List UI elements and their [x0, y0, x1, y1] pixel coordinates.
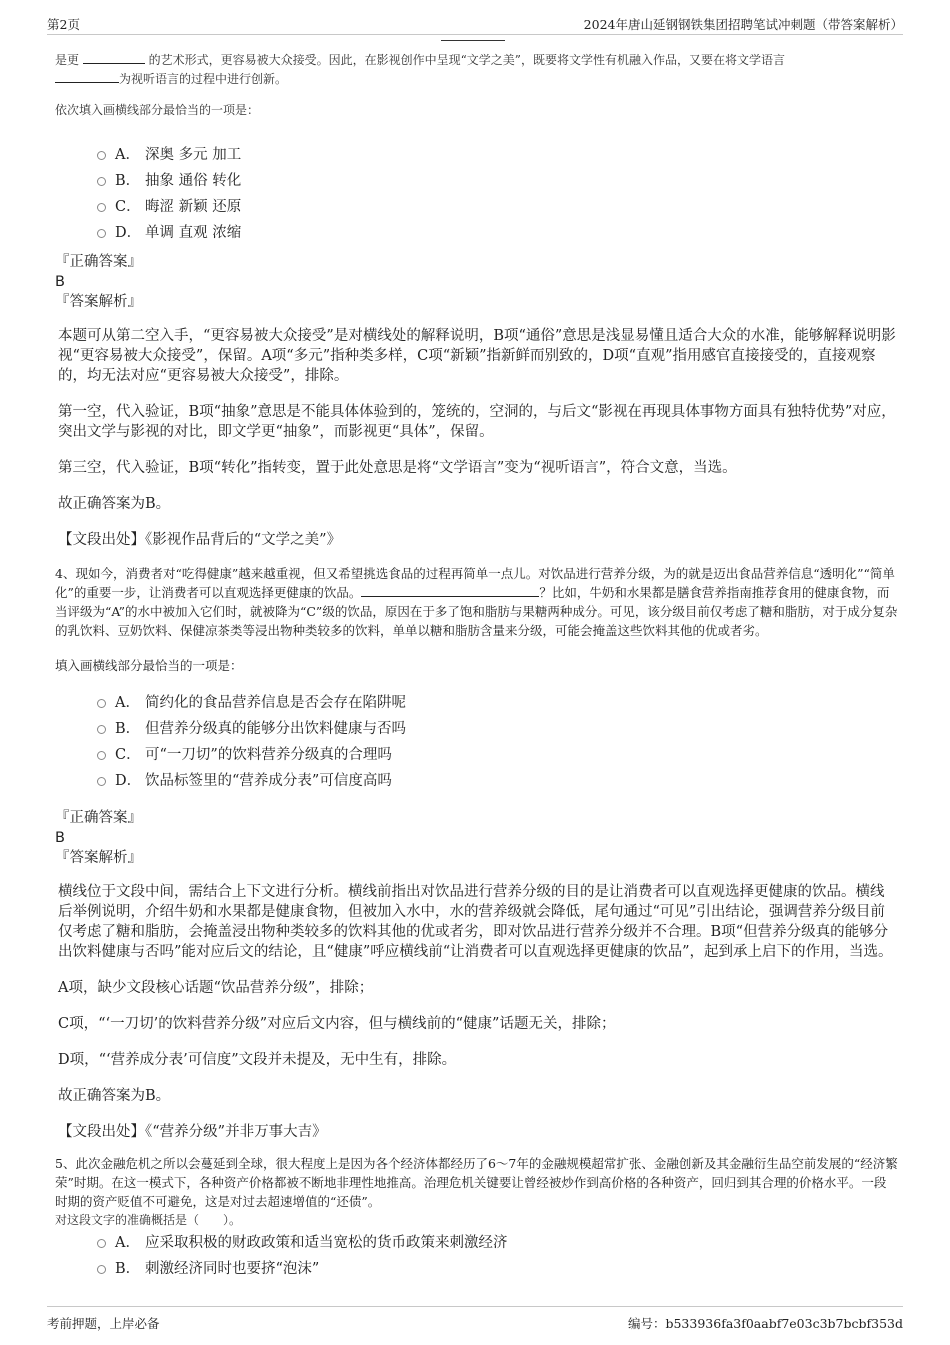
q5-prompt: 对这段文字的准确概括是（ ）。	[55, 1213, 242, 1227]
analysis-paragraph: 第三空，代入验证，B项“转化”指转变，置于此处意思是将“文学语言”变为“视听语言”，符合文意，当选。	[58, 460, 737, 476]
main-content	[55, 51, 898, 1282]
page-number: 第2页	[47, 17, 80, 32]
analysis-paragraph: A项，缺少文段核心话题“饮品营养分级”，排除；	[58, 980, 374, 996]
q3-option-c[interactable]	[97, 194, 898, 220]
document-title: 2024年唐山延钢钢铁集团招聘笔试冲刺题（带答案解析）	[583, 17, 903, 32]
q4-prompt: 填入画横线部分最恰当的一项是：	[55, 658, 243, 673]
option-text: 抽象 通俗 转化	[145, 173, 242, 189]
radio-icon[interactable]	[97, 151, 106, 160]
q4-analysis	[55, 882, 898, 1106]
radio-icon[interactable]	[97, 1265, 106, 1274]
option-letter: A．	[115, 147, 140, 163]
q4-analysis-label: 『答案解析』	[55, 850, 142, 866]
q3-source: 【文段出处】《影视作品背后的“文学之美”》	[58, 532, 342, 548]
option-text: 可“一刀切”的饮料营养分级真的合理吗	[145, 747, 392, 763]
analysis-paragraph: 本题可从第二空入手，“更容易被大众接受”是对横线处的解释说明，B项“通俗”意思是浅显易懂且适合大众的水准，能够解释说明影视“更容易被大众接受”，保留。A项“多元”指种类多样，C项“新颖”指新鲜而别致的，D项“直观”指用感官直接接受的，直接观察的，均无法对应“更容易被大众接受”，排除。	[58, 328, 896, 384]
q4-option-d[interactable]	[97, 768, 898, 794]
divider	[441, 40, 505, 41]
q3-text-a: 是更	[55, 53, 80, 67]
q4-blank	[361, 584, 539, 597]
option-text: 单调 直观 浓缩	[145, 225, 242, 241]
analysis-paragraph: 第一空，代入验证，B项“抽象”意思是不能具体体验到的，笼统的，空洞的，与后文“影视在再现具体事物方面具有独特优势”对应，突出文学与影视的对比，即文学更“抽象”，而影视更“具体”，保留。	[58, 404, 896, 440]
page-header	[47, 12, 903, 35]
page-footer	[47, 1306, 903, 1337]
q4-answer: B	[55, 830, 65, 846]
q3-analysis	[55, 326, 898, 514]
q4-option-c[interactable]	[97, 742, 898, 768]
q4-option-a[interactable]	[97, 690, 898, 716]
option-letter: B．	[115, 721, 141, 737]
q4-option-b[interactable]	[97, 716, 898, 742]
q3-blank-1	[83, 51, 145, 64]
analysis-paragraph: 故正确答案为B。	[58, 496, 171, 512]
option-letter: D．	[115, 225, 142, 241]
option-letter: D．	[115, 773, 142, 789]
option-text: 饮品标签里的“营养成分表”可信度高吗	[145, 773, 392, 789]
option-letter: C．	[115, 199, 141, 215]
q4-options	[55, 690, 898, 794]
q3-option-b[interactable]	[97, 168, 898, 194]
radio-icon[interactable]	[97, 751, 106, 760]
q5-option-a[interactable]	[97, 1230, 898, 1256]
q3-answer-label: 『正确答案』	[55, 254, 142, 270]
option-text: 应采取积极的财政政策和适当宽松的货币政策来刺激经济	[145, 1235, 508, 1251]
q3-answer: B	[55, 274, 65, 290]
option-text: 但营养分级真的能够分出饮料健康与否吗	[145, 721, 406, 737]
q3-passage-tail	[55, 51, 898, 89]
q4-text-b: ？比如，牛奶和水果都是膳食营养指南推荐食用的健康食物，而当评级为“A”的水中被加入它们时，就被降为“C”级的饮品，原因在于多了饱和脂肪与果糖两种成分。可见，该分级目前仅考虑了糖和脂肪，对于成分复杂的乳饮料、豆奶饮料、保健凉茶类等浸出物种类较多的饮料，单单以糖和脂肪含量来分级，可能会掩盖这些饮料其他的优或者劣。	[55, 585, 898, 638]
q5-option-b[interactable]	[97, 1256, 898, 1282]
q3-option-d[interactable]	[97, 220, 898, 246]
radio-icon[interactable]	[97, 1239, 106, 1248]
q3-text-b: 的艺术形式，更容易被大众接受。因此，在影视创作中呈现“文学之美”，既要将文学性有机融入作品，又要在将文学语言	[148, 53, 785, 67]
analysis-paragraph: 横线位于文段中间，需结合上下文进行分析。横线前指出对饮品进行营养分级的目的是让消费者可以直观选择更健康的饮品。横线后举例说明，介绍牛奶和水果都是健康食物，但被加入水中，水的营养级就会降低，尾句通过“可见”引出结论，强调营养分级目前仅考虑了糖和脂肪，会掩盖浸出物种类较多的饮料其他的优或者劣，即对饮品进行营养分级并不合理。B项“但营养分级真的能够分出饮料健康与否吗”能对应后文的结论，且“健康”呼应横线前“让消费者可以直观选择更健康的饮品”，起到承上启下的作用，当选。	[58, 884, 893, 960]
q3-options	[55, 142, 898, 246]
radio-icon[interactable]	[97, 229, 106, 238]
q3-blank-3	[55, 70, 119, 83]
radio-icon[interactable]	[97, 699, 106, 708]
q4-source: 【文段出处】《“营养分级”并非万事大吉》	[58, 1124, 327, 1140]
option-text: 刺激经济同时也要挤“泡沫”	[145, 1261, 320, 1277]
analysis-paragraph: C项，“‘一刀切’的饮料营养分级”对应后文内容，但与横线前的“健康”话题无关，排除；	[58, 1016, 616, 1032]
q3-option-a[interactable]	[97, 142, 898, 168]
radio-icon[interactable]	[97, 203, 106, 212]
radio-icon[interactable]	[97, 177, 106, 186]
option-letter: A．	[115, 1235, 140, 1251]
analysis-paragraph: 故正确答案为B。	[58, 1088, 171, 1104]
option-text: 简约化的食品营养信息是否会存在陷阱呢	[145, 695, 406, 711]
q5-passage: 5、此次金融危机之所以会蔓延到全球，很大程度上是因为各个经济体都经历了6～7年的金融规模超常扩张、金融创新及其金融衍生品空前发展的“经济繁荣”时期。在这一模式下，各种资产价格都被不断地非理性地推高。治理危机关键要让曾经被炒作到高价格的各种资产，回归到其合理的价格水平。一段时期的资产贬值不可避免，这是对过去超速增值的“还债”。	[55, 1156, 898, 1209]
document-id: 编号：b533936fa3f0aabf7e03c3b7bcbf353d	[627, 1316, 903, 1331]
option-text: 深奥 多元 加工	[145, 147, 242, 163]
option-text: 晦涩 新颖 还原	[145, 199, 242, 215]
q4-passage	[55, 564, 898, 640]
analysis-paragraph: D项，“‘营养成分表’可信度”文段并未提及，无中生有，排除。	[58, 1052, 457, 1068]
q4-text-a: 4、现如今，消费者对“吃得健康”越来越重视，但又希望挑选食品的过程再简单一点儿。对饮品进行营养分级，为的就是迈出食品营养信息“透明化”“简单化”的重要一步，让消费者可以直观选择更健康的饮品。	[55, 566, 895, 600]
q5-options	[55, 1230, 898, 1282]
option-letter: B．	[115, 173, 141, 189]
option-letter: C．	[115, 747, 141, 763]
radio-icon[interactable]	[97, 725, 106, 734]
q3-analysis-label: 『答案解析』	[55, 294, 142, 310]
q4-answer-label: 『正确答案』	[55, 810, 142, 826]
option-letter: A．	[115, 695, 140, 711]
option-letter: B．	[115, 1261, 141, 1277]
q3-prompt: 依次填入画横线部分最恰当的一项是：	[55, 103, 260, 117]
radio-icon[interactable]	[97, 777, 106, 786]
footer-slogan: 考前押题，上岸必备	[47, 1316, 160, 1331]
q3-text-c: 为视听语言的过程中进行创新。	[119, 72, 288, 86]
